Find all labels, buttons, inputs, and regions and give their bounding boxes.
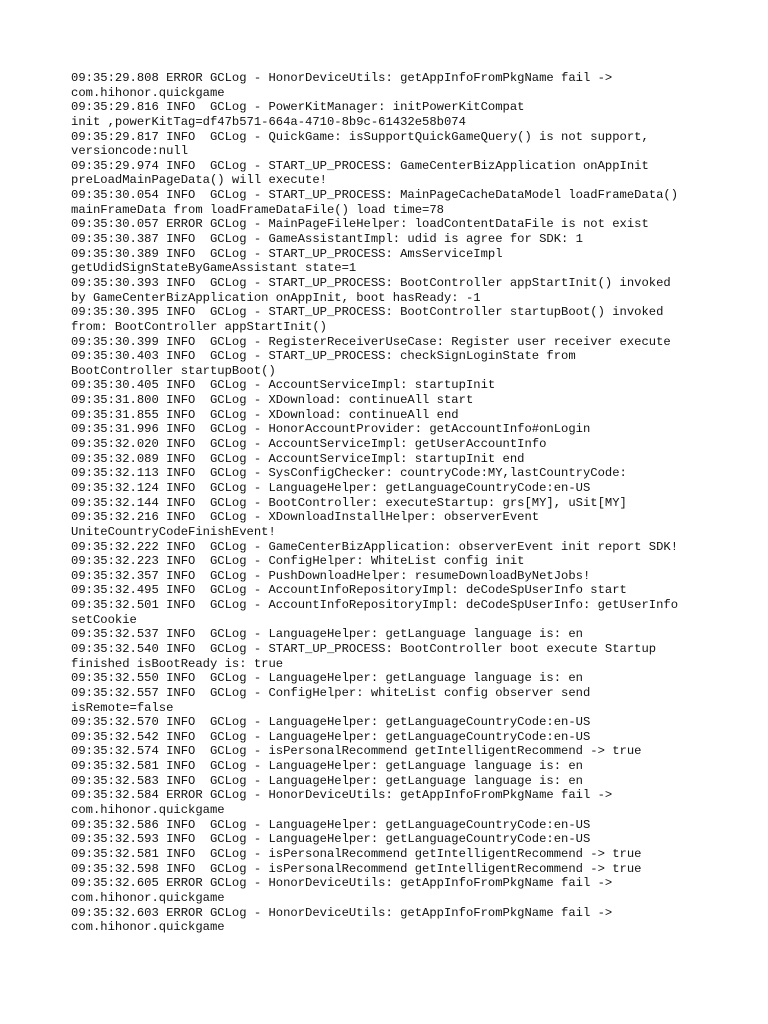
log-line: 09:35:29.817 INFO GCLog - QuickGame: isSupportQuickGameQuery() is not support, [71, 129, 649, 144]
log-line: 09:35:32.223 INFO GCLog - ConfigHelper: WhiteList config init [71, 554, 525, 569]
log-line: init ,powerKitTag=df47b571-664a-4710-8b9c-61432e58b074 [71, 114, 466, 129]
log-line: mainFrameData from loadFrameDataFile() load time=78 [71, 202, 444, 217]
log-line: 09:35:32.586 INFO GCLog - LanguageHelper: getLanguageCountryCode:en-US [71, 817, 591, 832]
log-line: 09:35:32.598 INFO GCLog - isPersonalRecommend getIntelligentRecommend -> true [71, 861, 642, 876]
log-line: UniteCountryCodeFinishEvent! [71, 524, 276, 539]
log-line: 09:35:32.583 INFO GCLog - LanguageHelper: getLanguage language is: en [71, 773, 583, 788]
log-line: 09:35:32.584 ERROR GCLog - HonorDeviceUtils: getAppInfoFromPkgName fail -> [71, 788, 613, 803]
log-line: BootController startupBoot() [71, 363, 276, 378]
log-line: 09:35:32.550 INFO GCLog - LanguageHelper: getLanguage language is: en [71, 671, 583, 686]
log-line: 09:35:30.403 INFO GCLog - START_UP_PROCESS: checkSignLoginState from [71, 349, 576, 364]
log-line: 09:35:32.581 INFO GCLog - LanguageHelper: getLanguage language is: en [71, 759, 583, 774]
log-line: 09:35:30.405 INFO GCLog - AccountServiceImpl: startupInit [71, 378, 496, 393]
log-line: 09:35:32.537 INFO GCLog - LanguageHelper: getLanguage language is: en [71, 627, 583, 642]
log-line: 09:35:32.113 INFO GCLog - SysConfigChecker: countryCode:MY,lastCountryCode: [71, 466, 627, 481]
log-line: 09:35:32.581 INFO GCLog - isPersonalRecommend getIntelligentRecommend -> true [71, 846, 642, 861]
log-line: finished isBootReady is: true [71, 656, 284, 671]
log-line: 09:35:31.855 INFO GCLog - XDownload: continueAll end [71, 407, 459, 422]
log-line: 09:35:30.057 ERROR GCLog - MainPageFileHelper: loadContentDataFile is not exist [71, 217, 649, 232]
log-line: versioncode:null [71, 144, 189, 159]
log-line: 09:35:30.399 INFO GCLog - RegisterReceiverUseCase: Register user receiver execute [71, 334, 671, 349]
log-line: setCookie [71, 612, 137, 627]
log-line: 09:35:32.495 INFO GCLog - AccountInfoRepositoryImpl: deCodeSpUserInfo start [71, 583, 627, 598]
log-line: 09:35:32.357 INFO GCLog - PushDownloadHelper: resumeDownloadByNetJobs! [71, 568, 591, 583]
log-line: 09:35:32.570 INFO GCLog - LanguageHelper: getLanguageCountryCode:en-US [71, 715, 591, 730]
log-line: by GameCenterBizApplication onAppInit, boot hasReady: -1 [71, 290, 481, 305]
log-line: com.hihonor.quickgame [71, 890, 225, 905]
log-line: 09:35:31.800 INFO GCLog - XDownload: continueAll start [71, 393, 474, 408]
log-line: 09:35:30.054 INFO GCLog - START_UP_PROCESS: MainPageCacheDataModel loadFrameData() [71, 188, 679, 203]
log-line: 09:35:32.089 INFO GCLog - AccountServiceImpl: startupInit end [71, 451, 525, 466]
log-line: com.hihonor.quickgame [71, 920, 225, 935]
log-line: preLoadMainPageData() will execute! [71, 173, 327, 188]
log-line: 09:35:29.808 ERROR GCLog - HonorDeviceUtils: getAppInfoFromPkgName fail -> [71, 71, 613, 85]
log-line: 09:35:32.603 ERROR GCLog - HonorDeviceUtils: getAppInfoFromPkgName fail -> [71, 905, 613, 920]
log-line: 09:35:30.389 INFO GCLog - START_UP_PROCESS: AmsServiceImpl [71, 246, 503, 261]
log-line: 09:35:32.557 INFO GCLog - ConfigHelper: whiteList config observer send [71, 685, 591, 700]
log-line: 09:35:32.216 INFO GCLog - XDownloadInstallHelper: observerEvent [71, 510, 540, 525]
log-line: 09:35:32.542 INFO GCLog - LanguageHelper: getLanguageCountryCode:en-US [71, 729, 591, 744]
log-document [71, 71, 711, 935]
log-line: getUdidSignStateByGameAssistant state=1 [71, 261, 357, 276]
log-line: com.hihonor.quickgame [71, 803, 225, 818]
log-line: isRemote=false [71, 700, 174, 715]
log-line: from: BootController appStartInit() [71, 319, 327, 334]
log-line: 09:35:32.501 INFO GCLog - AccountInfoRepositoryImpl: deCodeSpUserInfo: getUserInfo [71, 598, 679, 613]
log-line: 09:35:31.996 INFO GCLog - HonorAccountProvider: getAccountInfo#onLogin [71, 422, 591, 437]
log-line: 09:35:32.020 INFO GCLog - AccountServiceImpl: getUserAccountInfo [71, 437, 547, 452]
log-line: 09:35:30.393 INFO GCLog - START_UP_PROCESS: BootController appStartInit() invoked [71, 275, 671, 290]
log-line: 09:35:32.540 INFO GCLog - START_UP_PROCESS: BootController boot execute Startup [71, 641, 657, 656]
log-line: 09:35:32.605 ERROR GCLog - HonorDeviceUtils: getAppInfoFromPkgName fail -> [71, 876, 613, 891]
log-line: 09:35:29.816 INFO GCLog - PowerKitManager: initPowerKitCompat [71, 100, 525, 115]
log-line: 09:35:30.395 INFO GCLog - START_UP_PROCESS: BootController startupBoot() invoked [71, 305, 664, 320]
log-line: com.hihonor.quickgame [71, 85, 225, 100]
log-line: 09:35:32.222 INFO GCLog - GameCenterBizApplication: observerEvent init report SDK! [71, 539, 679, 554]
log-line: 09:35:30.387 INFO GCLog - GameAssistantImpl: udid is agree for SDK: 1 [71, 232, 583, 247]
log-line: 09:35:29.974 INFO GCLog - START_UP_PROCESS: GameCenterBizApplication onAppInit [71, 158, 649, 173]
log-line: 09:35:32.144 INFO GCLog - BootController: executeStartup: grs[MY], uSit[MY] [71, 495, 627, 510]
log-line: 09:35:32.593 INFO GCLog - LanguageHelper: getLanguageCountryCode:en-US [71, 832, 591, 847]
log-line: 09:35:32.124 INFO GCLog - LanguageHelper: getLanguageCountryCode:en-US [71, 480, 591, 495]
log-line: 09:35:32.574 INFO GCLog - isPersonalRecommend getIntelligentRecommend -> true [71, 744, 642, 759]
